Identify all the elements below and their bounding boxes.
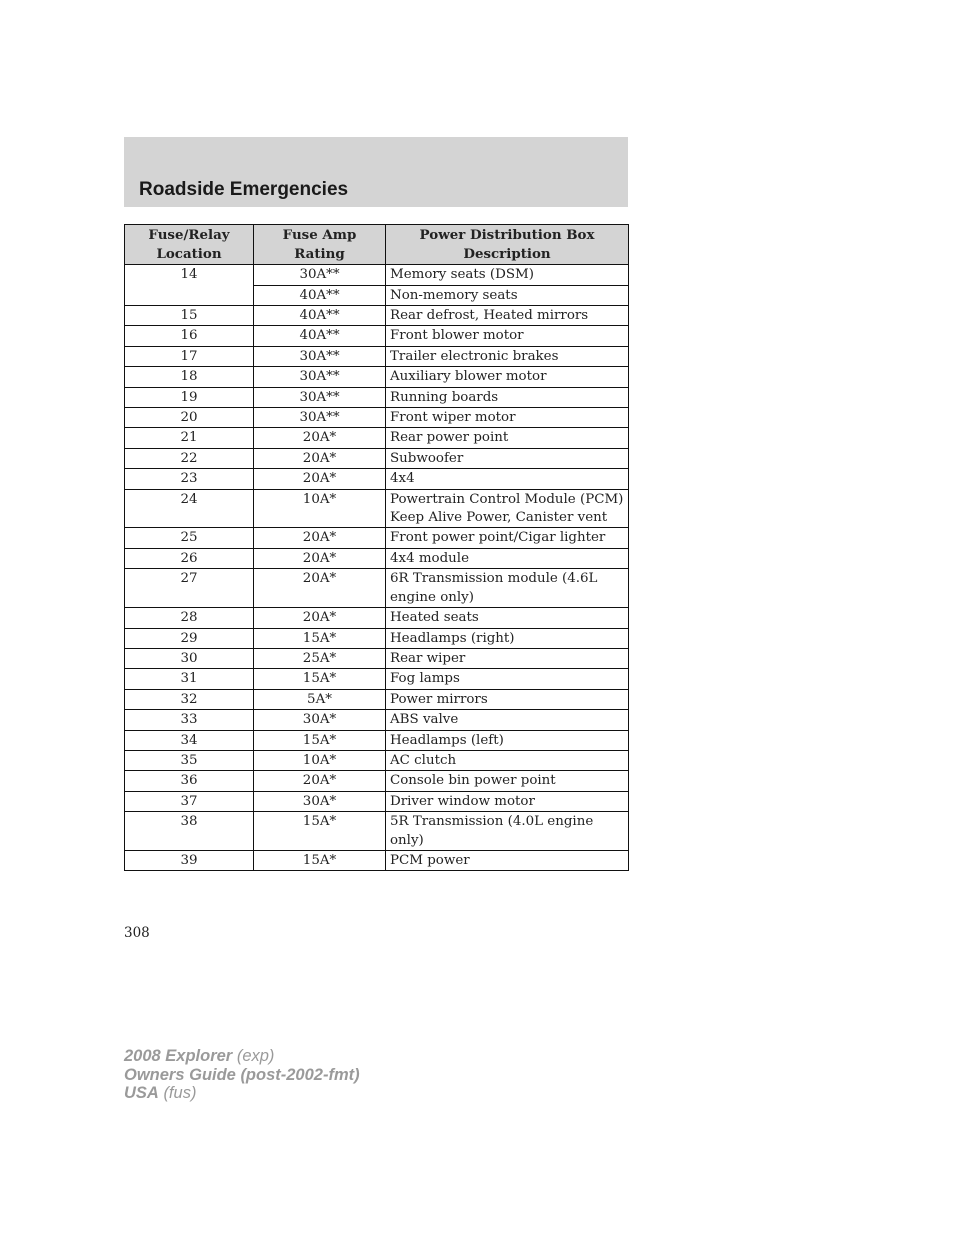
fuse-location-cell: 31 xyxy=(125,669,254,689)
fuse-amp-cell: 15A* xyxy=(254,669,386,689)
table-row xyxy=(125,750,629,770)
fuse-location-cell: 16 xyxy=(125,326,254,346)
table-row xyxy=(125,548,629,568)
table-row xyxy=(125,689,629,709)
fuse-description-cell: ABS valve xyxy=(386,710,629,730)
table-row xyxy=(125,408,629,428)
footer-line-3: USA (fus) xyxy=(124,1084,197,1102)
fuse-description-cell: 4x4 module xyxy=(386,548,629,568)
table-row xyxy=(125,648,629,668)
table-row xyxy=(125,569,629,608)
fuse-amp-cell: 30A** xyxy=(254,367,386,387)
fuse-location-cell: 23 xyxy=(125,469,254,489)
footer-line-2: Owners Guide (post-2002-fmt) xyxy=(124,1065,360,1084)
fuse-location-cell: 27 xyxy=(125,569,254,608)
table-row xyxy=(125,608,629,628)
table-row xyxy=(125,669,629,689)
table-row xyxy=(125,771,629,791)
fuse-amp-cell: 25A* xyxy=(254,648,386,668)
fuse-description-cell: 4x4 xyxy=(386,469,629,489)
table-header-row xyxy=(125,225,629,265)
fuse-table xyxy=(124,224,629,871)
page-number: 308 xyxy=(124,925,150,941)
fuse-description-cell: Rear power point xyxy=(386,428,629,448)
table-row xyxy=(125,628,629,648)
fuse-description-cell: Front wiper motor xyxy=(386,408,629,428)
fuse-amp-cell: 15A* xyxy=(254,850,386,870)
table-row xyxy=(125,791,629,811)
fuse-amp-cell: 30A** xyxy=(254,346,386,366)
fuse-amp-cell: 10A* xyxy=(254,489,386,528)
fuse-description-cell: Power mirrors xyxy=(386,689,629,709)
table-row xyxy=(125,469,629,489)
fuse-amp-cell: 40A** xyxy=(254,326,386,346)
header-location: Fuse/Relay Location xyxy=(125,225,254,265)
fuse-location-cell: 22 xyxy=(125,448,254,468)
fuse-location-cell: 30 xyxy=(125,648,254,668)
footer-line-1: 2008 Explorer (exp) xyxy=(124,1047,275,1065)
fuse-description-cell: Non-memory seats xyxy=(386,285,629,305)
fuse-amp-cell: 30A** xyxy=(254,387,386,407)
fuse-location-cell: 39 xyxy=(125,850,254,870)
fuse-description-cell: Headlamps (left) xyxy=(386,730,629,750)
fuse-description-cell: Auxiliary blower motor xyxy=(386,367,629,387)
fuse-description-cell: Rear wiper xyxy=(386,648,629,668)
fuse-location-cell: 35 xyxy=(125,750,254,770)
fuse-location-cell: 25 xyxy=(125,528,254,548)
fuse-location-cell: 38 xyxy=(125,812,254,851)
fuse-description-cell: AC clutch xyxy=(386,750,629,770)
footer xyxy=(124,1047,360,1103)
fuse-location-cell: 20 xyxy=(125,408,254,428)
fuse-location-cell: 36 xyxy=(125,771,254,791)
fuse-amp-cell: 5A* xyxy=(254,689,386,709)
table-row xyxy=(125,306,629,326)
table-row xyxy=(125,367,629,387)
header-amp-rating: Fuse Amp Rating xyxy=(254,225,386,265)
fuse-description-cell: Front power point/Cigar lighter xyxy=(386,528,629,548)
fuse-amp-cell: 40A** xyxy=(254,306,386,326)
fuse-location-cell: 15 xyxy=(125,306,254,326)
section-banner xyxy=(124,137,628,207)
fuse-amp-cell: 20A* xyxy=(254,448,386,468)
fuse-description-cell: Driver window motor xyxy=(386,791,629,811)
fuse-description-cell: Powertrain Control Module (PCM) Keep Alive Power, Canister vent xyxy=(386,489,629,528)
fuse-amp-cell: 20A* xyxy=(254,569,386,608)
fuse-amp-cell: 20A* xyxy=(254,608,386,628)
fuse-description-cell: Running boards xyxy=(386,387,629,407)
fuse-amp-cell: 15A* xyxy=(254,812,386,851)
fuse-amp-cell: 20A* xyxy=(254,528,386,548)
fuse-description-cell: Heated seats xyxy=(386,608,629,628)
fuse-amp-cell: 15A* xyxy=(254,628,386,648)
fuse-location-cell: 21 xyxy=(125,428,254,448)
fuse-location-cell: 28 xyxy=(125,608,254,628)
fuse-location-cell: 19 xyxy=(125,387,254,407)
fuse-location-cell: 14 xyxy=(125,265,254,306)
fuse-amp-cell: 30A* xyxy=(254,791,386,811)
fuse-location-cell: 33 xyxy=(125,710,254,730)
fuse-amp-cell: 30A* xyxy=(254,710,386,730)
fuse-description-cell: Console bin power point xyxy=(386,771,629,791)
table-row xyxy=(125,850,629,870)
fuse-amp-cell: 40A** xyxy=(254,285,386,305)
fuse-description-cell: Memory seats (DSM) xyxy=(386,265,629,285)
fuse-amp-cell: 20A* xyxy=(254,469,386,489)
fuse-description-cell: Front blower motor xyxy=(386,326,629,346)
fuse-location-cell: 34 xyxy=(125,730,254,750)
table-row xyxy=(125,489,629,528)
fuse-location-cell: 18 xyxy=(125,367,254,387)
fuse-amp-cell: 20A* xyxy=(254,548,386,568)
table-row xyxy=(125,265,629,285)
table-row xyxy=(125,528,629,548)
fuse-description-cell: Trailer electronic brakes xyxy=(386,346,629,366)
fuse-location-cell: 32 xyxy=(125,689,254,709)
fuse-location-cell: 29 xyxy=(125,628,254,648)
fuse-location-cell: 26 xyxy=(125,548,254,568)
table-row xyxy=(125,387,629,407)
fuse-amp-cell: 30A** xyxy=(254,265,386,285)
fuse-description-cell: Subwoofer xyxy=(386,448,629,468)
fuse-table-body xyxy=(125,265,629,871)
fuse-location-cell: 37 xyxy=(125,791,254,811)
fuse-location-cell: 24 xyxy=(125,489,254,528)
header-description: Power Distribution Box Description xyxy=(386,225,629,265)
fuse-description-cell: Fog lamps xyxy=(386,669,629,689)
table-row xyxy=(125,812,629,851)
fuse-description-cell: Rear defrost, Heated mirrors xyxy=(386,306,629,326)
fuse-amp-cell: 20A* xyxy=(254,428,386,448)
table-row xyxy=(125,730,629,750)
fuse-location-cell: 17 xyxy=(125,346,254,366)
fuse-amp-cell: 30A** xyxy=(254,408,386,428)
table-row xyxy=(125,448,629,468)
table-row xyxy=(125,346,629,366)
fuse-description-cell: 6R Transmission module (4.6L engine only) xyxy=(386,569,629,608)
fuse-amp-cell: 20A* xyxy=(254,771,386,791)
table-row xyxy=(125,428,629,448)
table-row xyxy=(125,710,629,730)
fuse-amp-cell: 15A* xyxy=(254,730,386,750)
fuse-description-cell: 5R Transmission (4.0L engine only) xyxy=(386,812,629,851)
fuse-description-cell: PCM power xyxy=(386,850,629,870)
section-title: Roadside Emergencies xyxy=(139,179,349,200)
fuse-description-cell: Headlamps (right) xyxy=(386,628,629,648)
table-row xyxy=(125,326,629,346)
fuse-amp-cell: 10A* xyxy=(254,750,386,770)
